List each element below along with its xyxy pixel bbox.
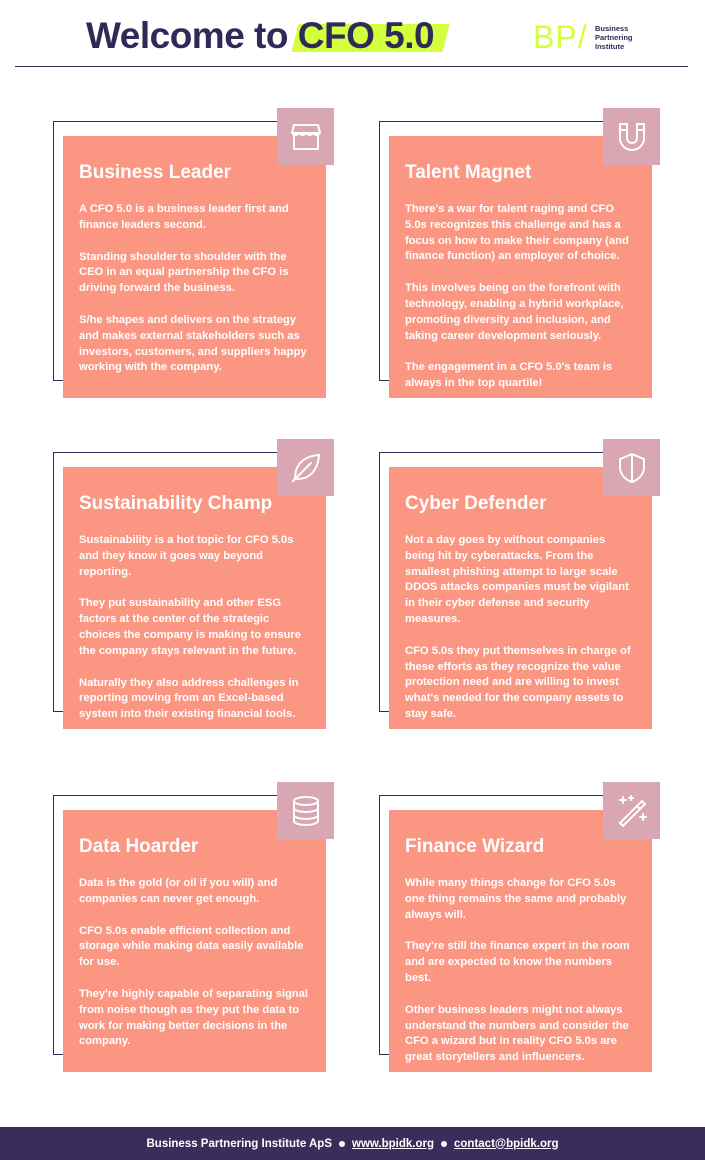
card-paragraph: This involves being on the forefront with technology, enabling a hybrid workplace, promoting diversity and inclusion, and taking career development seriously. [405,282,624,342]
card-title: Business Leader [79,162,232,183]
card-body [389,467,652,729]
card-business-leader [53,121,333,411]
website-link[interactable]: www.bpidk.org [352,1137,435,1150]
card-paragraph: They're highly capable of separating signal from noise though as they put the data to work for making better decisions in the company. [79,987,308,1048]
email-link[interactable]: contact@bpidk.org [454,1137,559,1150]
title-highlight: CFO 5.0 [297,15,435,56]
card-paragraph: S/he shapes and delivers on the strategy and makes external stakeholders such as investors, customers, and suppliers happy working with the company. [79,313,307,374]
card-body [63,136,326,398]
store-icon [277,108,334,165]
card-paragraph: Standing shoulder to shoulder with the CEO in an equal partnership the CFO is driving forward the business. [79,250,289,295]
card-paragraph: They put sustainability and other ESG factors at the center of the strategic choices the company is making to ensure the company stays relevant in the future. [79,597,301,657]
card-paragraph: Not a day goes by without companies being hit by cyberattacks. From the smallest phishing attempt to large scale DDOS attacks companies must be vigilant in their cyber defense and security measures. [405,534,629,625]
footer-company: Business Partnering Institute ApS [146,1137,333,1150]
card-body [389,136,652,398]
logo-line: Partnering [595,33,633,42]
card-paragraph: There's a war for talent raging and CFO 5.0s recognizes this challenge and has a focus on how to make their company (and finance function) an employer of choice. [405,203,629,263]
card-title: Talent Magnet [405,162,532,183]
page-footer [0,1127,705,1160]
header-divider [15,66,688,67]
shield-icon [603,439,660,496]
magnet-icon [603,108,660,165]
logo-line: Institute [595,42,625,51]
card-body [63,810,326,1072]
card-paragraph: Data is the gold (or oil if you will) and companies can never get enough. [79,877,278,905]
card-body [63,467,326,729]
card-title: Finance Wizard [405,836,545,857]
card-paragraph: The engagement in a CFO 5.0's team is always in the top quartile! [405,361,613,390]
card-talent-magnet [379,121,659,411]
page-title [86,15,434,57]
card-paragraph: Sustainability is a hot topic for CFO 5.0s and they know it goes way beyond reporting. [79,534,294,578]
card-paragraph: CFO 5.0s they put themselves in charge of these efforts as they recognize the value protection need and are willing to invest what's needed for the company assets to stay safe. [405,644,631,720]
logo-line: Business [595,24,629,33]
logo-mark: BP/ [533,19,588,55]
card-paragraph: While many things change for CFO 5.0s one thing remains the same and probably always will. [405,877,627,921]
database-icon [277,782,334,839]
logo-text [595,24,665,51]
card-title: Data Hoarder [79,836,199,857]
card-cyber-defender [379,452,659,742]
page-header [0,0,705,67]
card-body [389,810,652,1072]
title-prefix: Welcome to [86,15,298,56]
card-sustainability-champ [53,452,333,742]
card-paragraph: CFO 5.0s enable efficient collection and storage while making data easily available for use. [79,924,304,969]
card-data-hoarder [53,795,333,1085]
card-paragraph: A CFO 5.0 is a business leader first and finance leaders second. [79,203,289,231]
card-paragraph: Other business leaders might not always understand the numbers and consider the CFO a wizard but in reality CFO 5.0s are great storytellers and influencers. [405,1003,629,1064]
card-title: Cyber Defender [405,493,547,514]
card-paragraph: They're still the finance expert in the room and are expected to know the numbers best. [405,940,630,984]
magic-wand-icon [603,782,660,839]
card-finance-wizard [379,795,659,1085]
leaf-icon [277,439,334,496]
bullet-icon [339,1141,345,1147]
card-title: Sustainability Champ [79,493,273,514]
card-paragraph: Naturally they also address challenges in reporting moving from an Excel-based system into their existing financial tools. [79,676,299,721]
bullet-icon [441,1141,447,1147]
